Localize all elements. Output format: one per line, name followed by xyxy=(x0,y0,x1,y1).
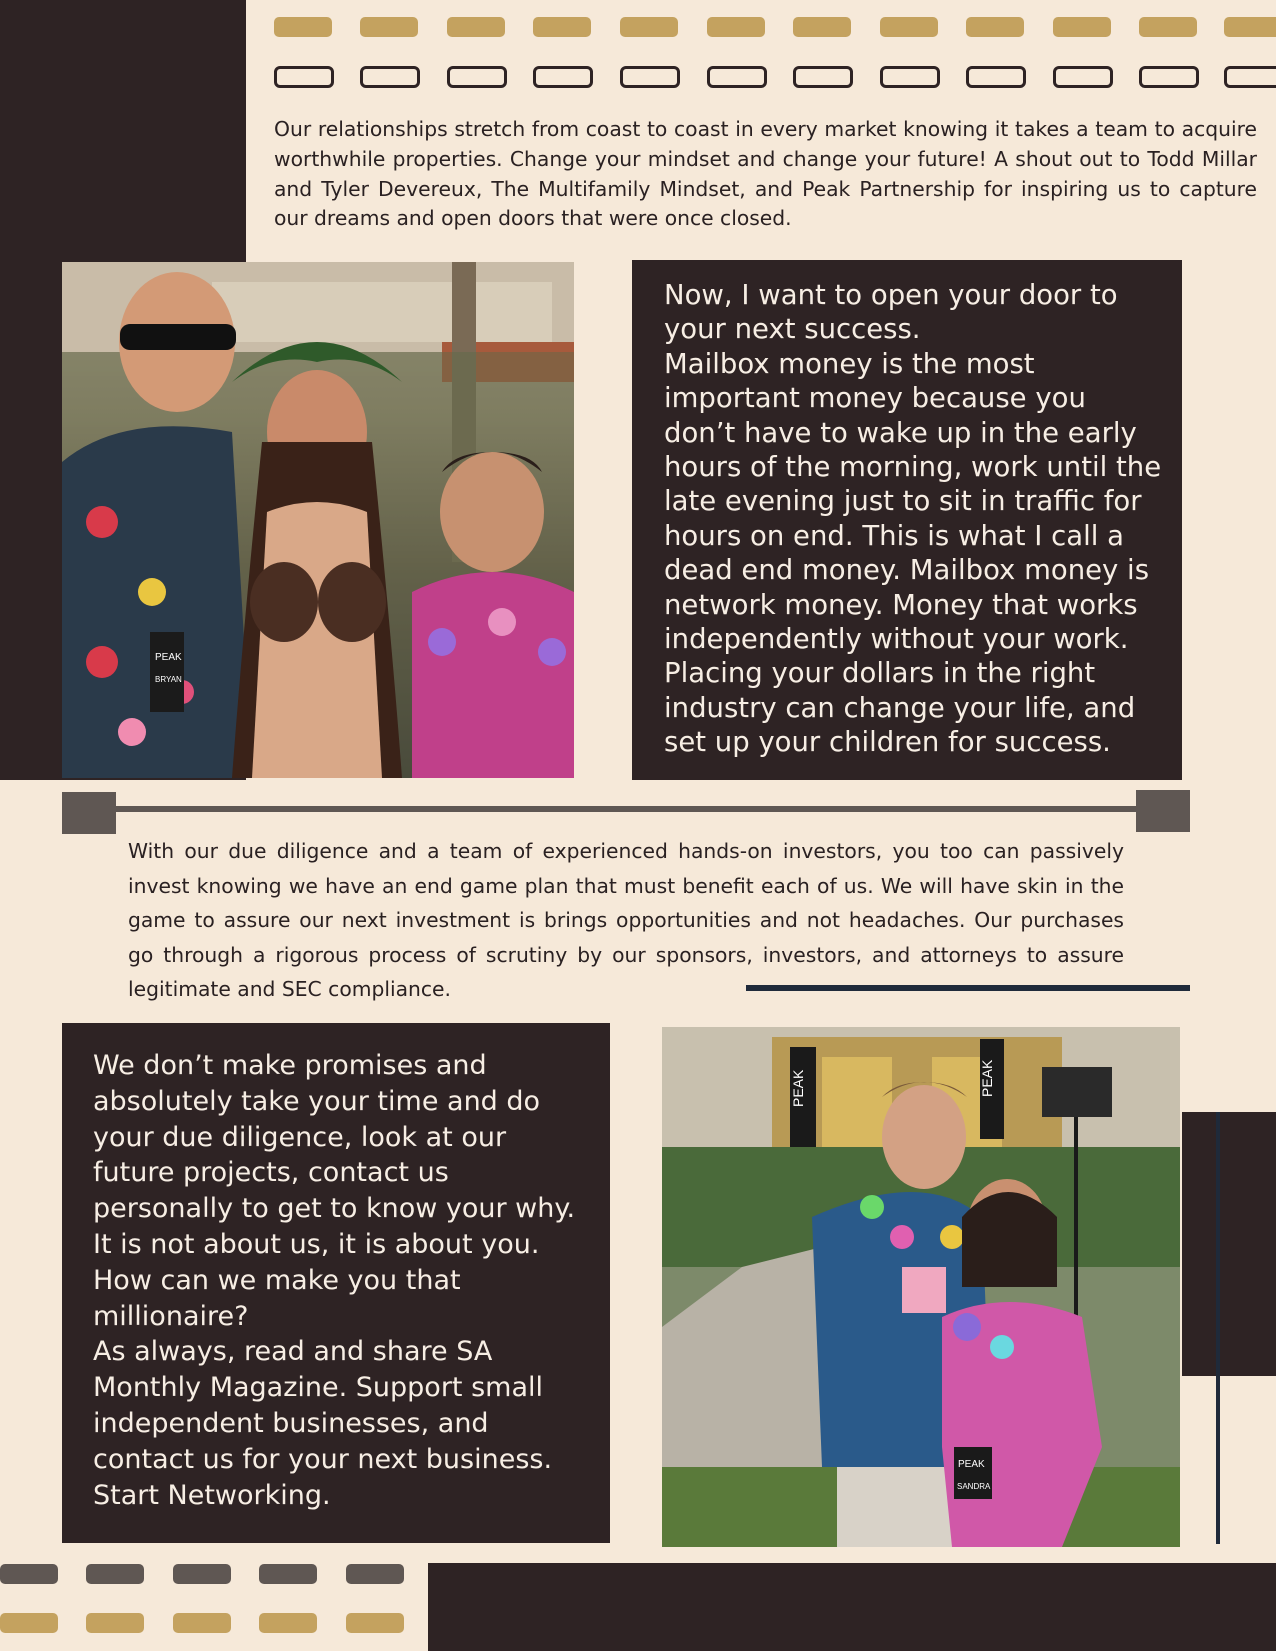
right-navy-line xyxy=(1216,1112,1220,1544)
banner-right-text: PEAK xyxy=(979,1059,995,1097)
middle-paragraph: With our due diligence and a team of experienced hands-on investors, you too can passively invest knowing we have an end game plan that must benefit each of us. We will have skin in the game to assure our next investment is brings opportunities and not headaches. Our purchases go through a rigorous process of scrutiny by our sponsors, investors, and attorneys to assure legitimate and SEC compliance. xyxy=(128,839,1124,1001)
badge-name-2: SANDRA xyxy=(957,1482,991,1491)
intro-paragraph: Our relationships stretch from coast to coast in every market knowing it takes a team to acquire worthwhile properties. Change your mindset and change your future! A shout out to Todd Millar and Tyler Devereux, The Multifamily Mindset, and Peak Partnership for inspiring us to capture our dreams and open doors that were once closed. xyxy=(274,117,1257,231)
divider-cap-left xyxy=(62,792,116,834)
right-dark-block xyxy=(1182,1112,1276,1376)
group-photo-hawaiian xyxy=(62,262,574,778)
navy-accent-line xyxy=(746,985,1190,991)
divider-cap-right xyxy=(1136,790,1190,832)
bottom-dark-block xyxy=(428,1563,1276,1651)
banner-left-text: PEAK xyxy=(790,1069,806,1107)
couple-photo-event xyxy=(662,1027,1180,1547)
badge-brand-2: PEAK xyxy=(958,1459,985,1470)
quote-box-top-text: Now, I want to open your door to your next success. Mailbox money is the most important money because you don’t have to wake up in the early hours of the morning, work until the late evening just to sit in traffic for hours on end. This is what I call a dead end money. Mailbox money is network money. Money that works independently without your work. Placing your dollars in the right industry can change your life, and set up your children for success. xyxy=(664,279,1162,759)
photo-scene-2 xyxy=(662,1027,1180,1547)
badge-brand-1: PEAK xyxy=(155,652,182,663)
photo-scene-1 xyxy=(62,262,574,778)
divider-line xyxy=(112,806,1138,812)
badge-name-1: BRYAN xyxy=(155,675,182,684)
quote-box-bottom-text: We don’t make promises and absolutely take your time and do your due diligence, look at our future projects, contact us personally to get to know your why. It is not about us, it is about you. How can we make you that millionaire? As always, read and share SA Monthly Magazine. Support small independent businesses, and contact us for your next business. Start Networking. xyxy=(93,1050,576,1511)
